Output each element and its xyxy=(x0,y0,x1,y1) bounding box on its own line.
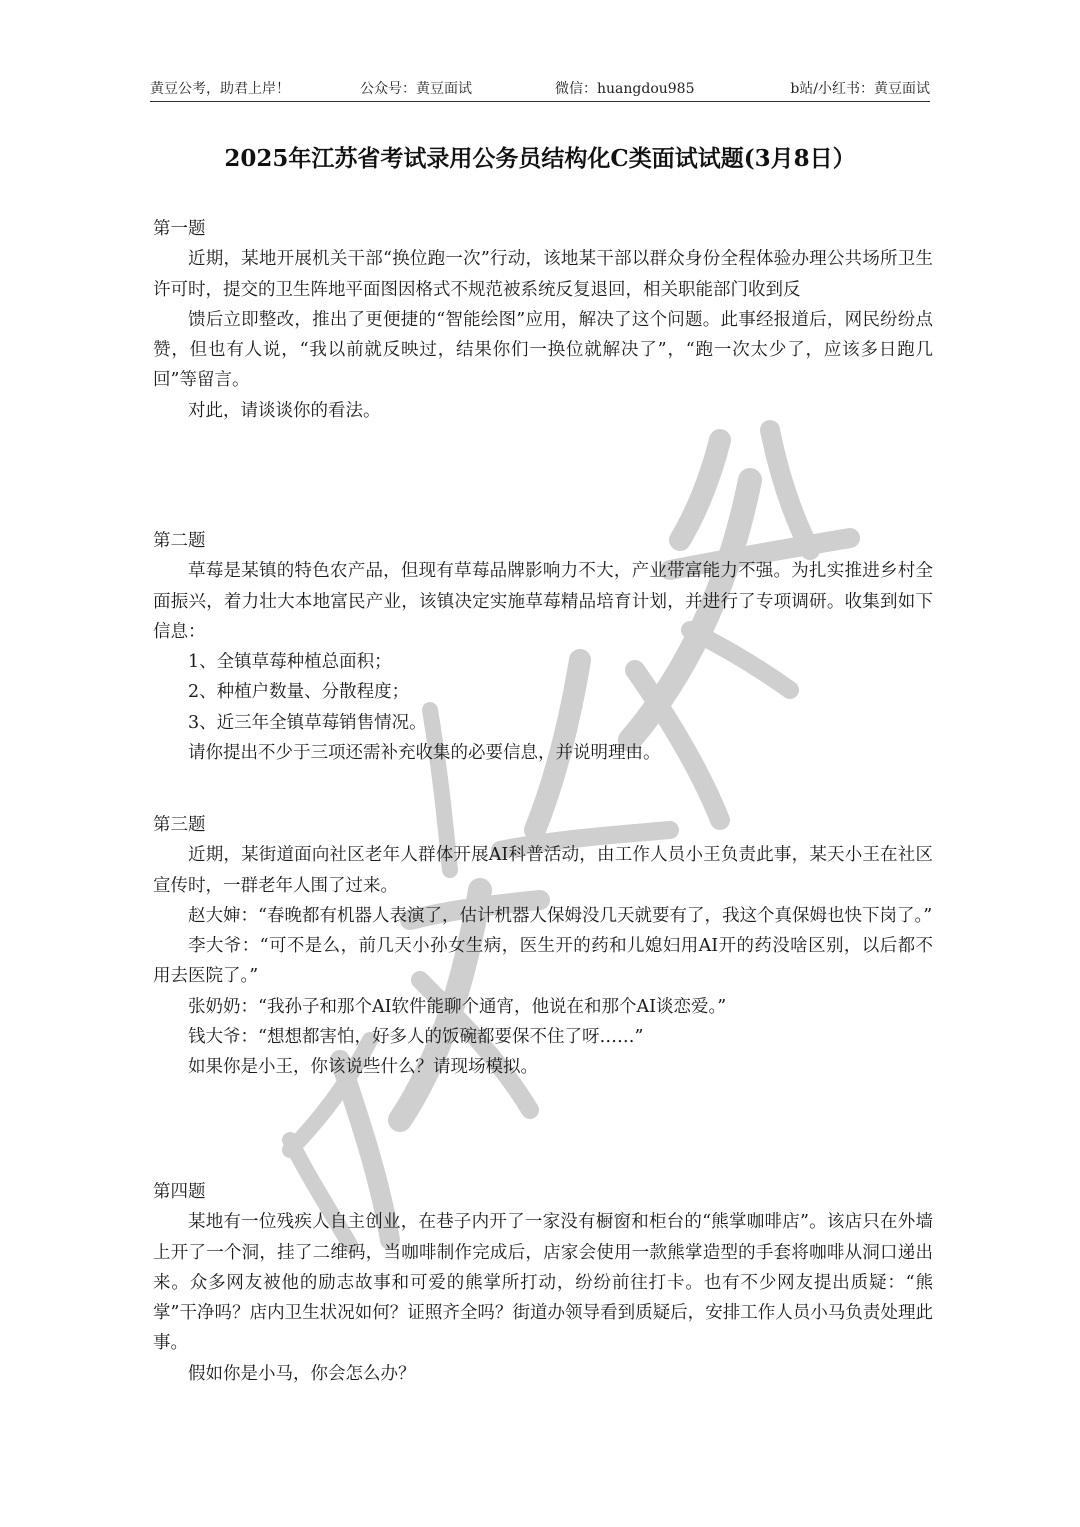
page-header xyxy=(150,78,930,100)
question-4-heading: 第四题 xyxy=(153,1182,206,1202)
question-2-item-3: 3、近三年全镇草莓销售情况。 xyxy=(188,712,427,733)
header-official-account: 公众号：黄豆面试 xyxy=(360,81,472,97)
question-1-paragraph-1: 近期，某地开展机关干部“换位跑一次”行动，该地某干部以群众身份全程体验办理公共场所卫生许可时，提交的卫生阵地平面图因格式不规范被系统反复退回，相关职能部门收到反 xyxy=(153,249,933,300)
question-2 xyxy=(153,526,933,768)
question-2-item-2: 2、种植户数量、分散程度； xyxy=(188,682,410,703)
header-wechat: 微信：huangdou985 xyxy=(555,81,695,97)
question-2-paragraph-5: 请你提出不少于三项还需补充收集的必要信息，并说明理由。 xyxy=(188,743,661,764)
question-1-paragraph-3: 对此，请谈谈你的看法。 xyxy=(188,400,381,421)
question-3-paragraph-2: 赵大婶：“春晚都有机器人表演了，估计机器人保姆没几天就要有了，我这个真保姆也快下岗了。” xyxy=(188,905,933,926)
page-title: 2025年江苏省考试录用公务员结构化C类面试试题(3月8日） xyxy=(224,145,856,172)
question-3-paragraph-6: 如果你是小王，你该说些什么？请现场模拟。 xyxy=(188,1057,538,1078)
header-slogan: 黄豆公考，助君上岸！ xyxy=(150,81,290,97)
question-1-heading: 第一题 xyxy=(153,219,206,239)
question-3-paragraph-5: 钱大爷：“想想都害怕，好多人的饭碗都要保不住了呀……” xyxy=(188,1027,644,1048)
question-4-paragraph-1: 某地有一位残疾人自主创业，在巷子内开了一家没有橱窗和柜台的“熊掌咖啡店”。该店只在外墙上开了一个洞，挂了二维码，当咖啡制作完成后，店家会使用一款熊掌造型的手套将咖啡从洞口递出来。众多网友被他的励志故事和可爱的熊掌所打动，纷纷前往打卡。也有不少网友提出质疑：“熊掌”干净吗？店内卫生状况如何？证照齐全吗？街道办领导看到质疑后，安排工作人员小马负责处理此事。 xyxy=(153,1212,933,1354)
question-3-paragraph-3: 李大爷：“可不是么，前几天小孙女生病，医生开的药和儿媳妇用AI开的药没啥区别，以后都不用去医院了。” xyxy=(153,936,933,987)
question-3 xyxy=(153,810,933,1083)
question-2-paragraph-1: 草莓是某镇的特色农产品，但现有草莓品牌影响力不大，产业带富能力不强。为扎实推进乡村全面振兴，着力壮大本地富民产业，该镇决定实施草莓精品培育计划，并进行了专项调研。收集到如下信息： xyxy=(153,561,933,642)
question-2-item-1: 1、全镇草莓种植总面积； xyxy=(188,652,392,673)
question-2-heading: 第二题 xyxy=(153,531,206,551)
question-3-paragraph-4: 张奶奶：“我孙子和那个AI软件能聊个通宵，他说在和那个AI谈恋爱。” xyxy=(188,996,727,1017)
header-social: b站/小红书：黄豆面试 xyxy=(790,81,930,97)
header-divider xyxy=(150,101,930,102)
question-4 xyxy=(153,1177,933,1389)
question-3-paragraph-1: 近期，某街道面向社区老年人群体开展AI科普活动，由工作人员小王负责此事，某天小王在社区宣传时，一群老年人围了过来。 xyxy=(153,845,933,896)
question-4-paragraph-2: 假如你是小马，你会怎么办？ xyxy=(188,1363,416,1384)
question-3-heading: 第三题 xyxy=(153,815,206,835)
question-1-paragraph-2: 馈后立即整改，推出了更便捷的“智能绘图”应用，解决了这个问题。此事经报道后，网民纷纷点赞，但也有人说，“我以前就反映过，结果你们一换位就解决了”，“跑一次太少了，应该多日跑几回”等留言。 xyxy=(153,309,933,391)
question-1 xyxy=(153,214,933,426)
